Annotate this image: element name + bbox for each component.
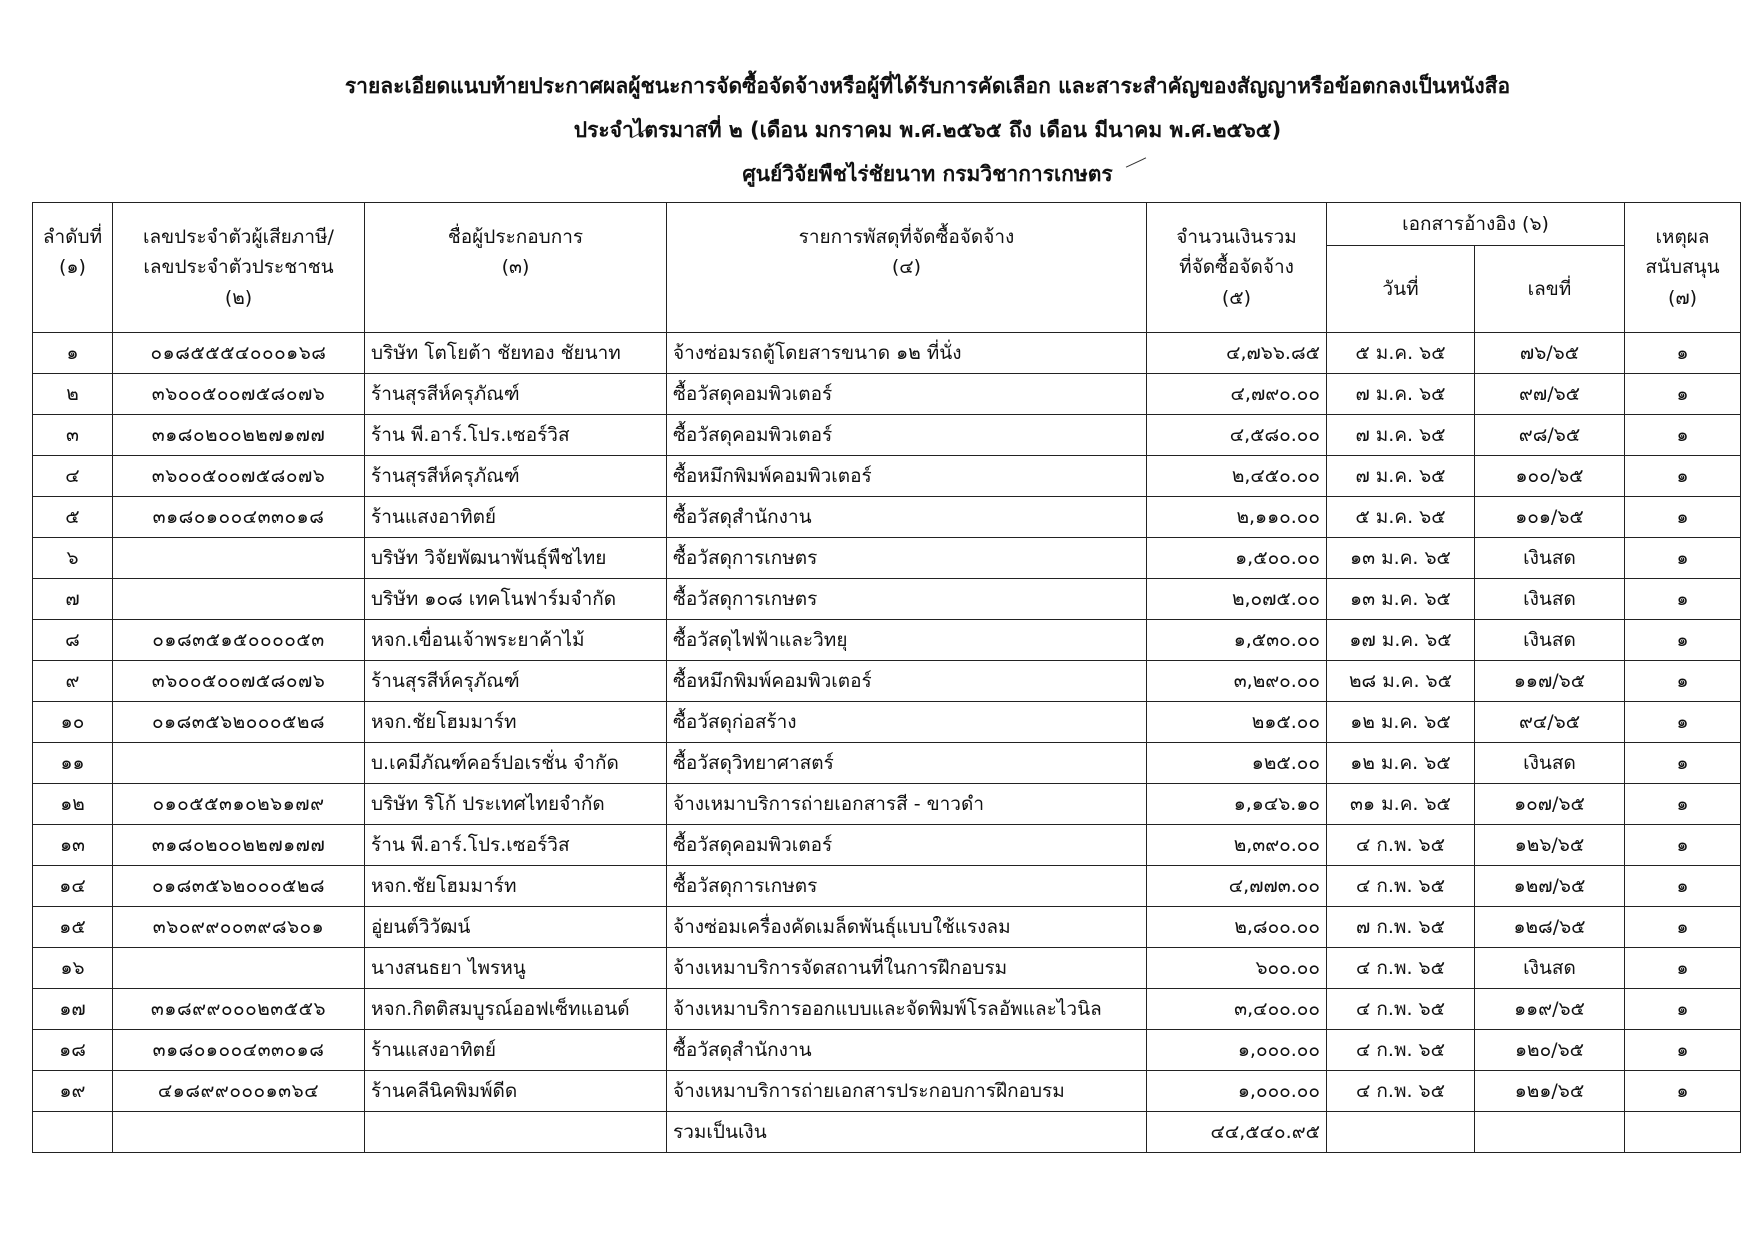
table-row — [33, 948, 1741, 989]
cell-taxid: ๐๑๐๕๕๓๑๐๒๖๑๗๙ — [113, 784, 365, 825]
cell-ref-date: ๑๓ ม.ค. ๖๕ — [1327, 538, 1475, 579]
cell-item: ซื้อวัสดุไฟฟ้าและวิทยุ — [667, 620, 1147, 661]
cell-item: ซื้อวัสดุสำนักงาน — [667, 497, 1147, 538]
col-amount — [1147, 203, 1327, 333]
cell-seq: ๓ — [33, 415, 113, 456]
cell-item: ซื้อวัสดุคอมพิวเตอร์ — [667, 825, 1147, 866]
total-empty — [33, 1112, 113, 1153]
cell-amount: ๒,๑๑๐.๐๐ — [1147, 497, 1327, 538]
cell-amount: ๑,๕๐๐.๐๐ — [1147, 538, 1327, 579]
cell-vendor: หจก.เขื่อนเจ้าพระยาค้าไม้ — [365, 620, 667, 661]
col-vendor-number: (๓) — [501, 256, 530, 279]
cell-reason: ๑ — [1625, 1071, 1741, 1112]
total-empty — [1475, 1112, 1625, 1153]
cell-reason: ๑ — [1625, 538, 1741, 579]
col-vendor-label: ชื่อผู้ประกอบการ — [447, 225, 584, 248]
document-period: ประจำไตรมาสที่ ๒ (เดือน มกราคม พ.ศ.๒๕๖๕ ถึง เดือน มีนาคม พ.ศ.๒๕๖๕) — [573, 118, 1282, 142]
cell-reason: ๑ — [1625, 825, 1741, 866]
cell-reason: ๑ — [1625, 743, 1741, 784]
col-amount-number: (๕) — [1221, 286, 1252, 309]
cell-seq: ๔ — [33, 456, 113, 497]
col-seq-number: (๑) — [59, 256, 86, 279]
cell-ref-no: เงินสด — [1475, 743, 1625, 784]
cell-vendor: หจก.กิตติสมบูรณ์ออฟเซ็ทแอนด์ — [365, 989, 667, 1030]
cell-item: จ้างเหมาบริการถ่ายเอกสารสี - ขาวดำ — [667, 784, 1147, 825]
cell-taxid — [113, 948, 365, 989]
cell-amount: ๔,๗๖๖.๘๕ — [1147, 333, 1327, 374]
cell-ref-no: เงินสด — [1475, 620, 1625, 661]
cell-reason: ๑ — [1625, 497, 1741, 538]
cell-amount: ๑,๑๔๖.๑๐ — [1147, 784, 1327, 825]
cell-seq: ๑ — [33, 333, 113, 374]
total-empty — [1625, 1112, 1741, 1153]
cell-amount: ๓,๔๐๐.๐๐ — [1147, 989, 1327, 1030]
col-item-number: (๔) — [891, 256, 922, 279]
cell-seq: ๑๗ — [33, 989, 113, 1030]
table-row — [33, 989, 1741, 1030]
cell-ref-no: เงินสด — [1475, 538, 1625, 579]
total-row — [33, 1112, 1741, 1153]
total-empty — [1327, 1112, 1475, 1153]
cell-reason: ๑ — [1625, 989, 1741, 1030]
cell-ref-no: ๑๒๘/๖๕ — [1475, 907, 1625, 948]
cell-amount: ๓,๒๙๐.๐๐ — [1147, 661, 1327, 702]
col-reason — [1625, 203, 1741, 333]
document-title: รายละเอียดแนบท้ายประกาศผลผู้ชนะการจัดซื้อจัดจ้างหรือผู้ที่ได้รับการคัดเลือก และสาระสำคัญของสัญญาหรือข้อตกลงเป็นหนังสือ — [344, 74, 1511, 98]
cell-taxid: ๓๖๐๐๕๐๐๗๕๘๐๗๖ — [113, 374, 365, 415]
cell-amount: ๒๑๕.๐๐ — [1147, 702, 1327, 743]
cell-seq: ๑๘ — [33, 1030, 113, 1071]
cell-reason: ๑ — [1625, 1030, 1741, 1071]
cell-reason: ๑ — [1625, 784, 1741, 825]
document-organization: ศูนย์วิจัยพืชไร่ชัยนาท กรมวิชาการเกษตร — [742, 162, 1113, 186]
cell-reason: ๑ — [1625, 620, 1741, 661]
total-amount: ๔๔,๕๔๐.๙๕ — [1147, 1112, 1327, 1153]
cell-item: จ้างซ่อมเครื่องคัดเมล็ดพันธุ์แบบใช้แรงลม — [667, 907, 1147, 948]
table-row — [33, 579, 1741, 620]
table-header-row — [33, 203, 1741, 246]
table-row — [33, 456, 1741, 497]
cell-vendor: บริษัท ริโก้ ประเทศไทยจำกัด — [365, 784, 667, 825]
cell-vendor: ร้านสุรสีห์ครุภัณฑ์ — [365, 456, 667, 497]
cell-item: ซื้อวัสดุวิทยาศาสตร์ — [667, 743, 1147, 784]
cell-amount: ๑,๕๓๐.๐๐ — [1147, 620, 1327, 661]
cell-ref-date: ๔ ก.พ. ๖๕ — [1327, 825, 1475, 866]
cell-ref-date: ๗ ม.ค. ๖๕ — [1327, 456, 1475, 497]
table-row — [33, 661, 1741, 702]
cell-amount: ๖๐๐.๐๐ — [1147, 948, 1327, 989]
cell-reason: ๑ — [1625, 948, 1741, 989]
procurement-table — [32, 202, 1741, 1153]
cell-ref-no: ๗๖/๖๕ — [1475, 333, 1625, 374]
cell-reason: ๑ — [1625, 456, 1741, 497]
cell-taxid: ๐๑๘๕๕๕๔๐๐๐๑๖๘ — [113, 333, 365, 374]
cell-vendor: บริษัท ๑๐๘ เทคโนฟาร์มจำกัด — [365, 579, 667, 620]
col-taxid-number: (๒) — [224, 286, 253, 309]
cell-ref-date: ๑๗ ม.ค. ๖๕ — [1327, 620, 1475, 661]
col-item — [667, 203, 1147, 333]
cell-reason: ๑ — [1625, 866, 1741, 907]
cell-ref-date: ๑๒ ม.ค. ๖๕ — [1327, 743, 1475, 784]
cell-taxid: ๓๖๐๐๕๐๐๗๕๘๐๗๖ — [113, 456, 365, 497]
cell-ref-date: ๕ ม.ค. ๖๕ — [1327, 333, 1475, 374]
cell-vendor: หจก.ชัยโฮมมาร์ท — [365, 702, 667, 743]
cell-taxid: ๓๑๘๙๙๐๐๐๒๓๕๕๖ — [113, 989, 365, 1030]
table-row — [33, 374, 1741, 415]
cell-ref-no: ๑๐๐/๖๕ — [1475, 456, 1625, 497]
col-reference: เอกสารอ้างอิง (๖) — [1327, 203, 1625, 246]
cell-ref-no: ๑๑๗/๖๕ — [1475, 661, 1625, 702]
cell-ref-date: ๓๑ ม.ค. ๖๕ — [1327, 784, 1475, 825]
cell-ref-no: ๙๔/๖๕ — [1475, 702, 1625, 743]
col-reason-number: (๗) — [1667, 286, 1698, 309]
col-amount-label-2: ที่จัดซื้อจัดจ้าง — [1179, 256, 1294, 279]
table-body — [33, 333, 1741, 1112]
cell-seq: ๑๔ — [33, 866, 113, 907]
table-row — [33, 538, 1741, 579]
cell-taxid: ๔๑๘๙๙๐๐๐๑๓๖๔ — [113, 1071, 365, 1112]
col-vendor — [365, 203, 667, 333]
cell-ref-date: ๒๘ ม.ค. ๖๕ — [1327, 661, 1475, 702]
cell-ref-date: ๑๒ ม.ค. ๖๕ — [1327, 702, 1475, 743]
col-seq-label: ลำดับที่ — [42, 225, 103, 248]
cell-vendor: อู่ยนต์วิวัฒน์ — [365, 907, 667, 948]
cell-vendor: ร้านสุรสีห์ครุภัณฑ์ — [365, 374, 667, 415]
cell-item: ซื้อวัสดุการเกษตร — [667, 866, 1147, 907]
cell-reason: ๑ — [1625, 702, 1741, 743]
cell-seq: ๗ — [33, 579, 113, 620]
cell-taxid: ๓๑๘๐๒๐๐๒๒๗๑๗๗ — [113, 415, 365, 456]
table-row — [33, 497, 1741, 538]
cell-seq: ๑๓ — [33, 825, 113, 866]
table-row — [33, 415, 1741, 456]
cell-ref-date: ๔ ก.พ. ๖๕ — [1327, 989, 1475, 1030]
cell-seq: ๒ — [33, 374, 113, 415]
cell-reason: ๑ — [1625, 333, 1741, 374]
cell-reason: ๑ — [1625, 415, 1741, 456]
cell-taxid — [113, 743, 365, 784]
cell-item: จ้างเหมาบริการถ่ายเอกสารประกอบการฝึกอบรม — [667, 1071, 1147, 1112]
cell-taxid: ๓๑๘๐๑๐๐๔๓๓๐๑๘ — [113, 1030, 365, 1071]
cell-amount: ๒,๐๗๕.๐๐ — [1147, 579, 1327, 620]
cell-vendor: ร้านสุรสีห์ครุภัณฑ์ — [365, 661, 667, 702]
table-row — [33, 743, 1741, 784]
col-ref-date: วันที่ — [1327, 246, 1475, 333]
cell-amount: ๑๒๕.๐๐ — [1147, 743, 1327, 784]
cell-ref-date: ๗ ม.ค. ๖๕ — [1327, 374, 1475, 415]
cell-ref-no: ๑๒๖/๖๕ — [1475, 825, 1625, 866]
cell-seq: ๖ — [33, 538, 113, 579]
cell-vendor: ร้าน พี.อาร์.โปร.เซอร์วิส — [365, 825, 667, 866]
cell-item: ซื้อวัสดุการเกษตร — [667, 538, 1147, 579]
cell-taxid: ๐๑๘๓๕๑๕๐๐๐๐๕๓ — [113, 620, 365, 661]
cell-reason: ๑ — [1625, 374, 1741, 415]
col-taxid-label-1: เลขประจำตัวผู้เสียภาษี/ — [143, 225, 334, 248]
cell-taxid — [113, 538, 365, 579]
table-row — [33, 1030, 1741, 1071]
cell-ref-date: ๗ ม.ค. ๖๕ — [1327, 415, 1475, 456]
col-item-label: รายการพัสดุที่จัดซื้อจัดจ้าง — [798, 225, 1015, 248]
cell-reason: ๑ — [1625, 579, 1741, 620]
cell-vendor: ร้านคลีนิคพิมพ์ดีด — [365, 1071, 667, 1112]
total-label: รวมเป็นเงิน — [667, 1112, 1147, 1153]
cell-seq: ๑๕ — [33, 907, 113, 948]
cell-taxid: ๐๑๘๓๕๖๒๐๐๐๕๒๘ — [113, 866, 365, 907]
cell-vendor: บ.เคมีภัณฑ์คอร์ปอเรชั่น จำกัด — [365, 743, 667, 784]
cell-vendor: นางสนธยา ไพรหนู — [365, 948, 667, 989]
cell-taxid: ๓๑๘๐๒๐๐๒๒๗๑๗๗ — [113, 825, 365, 866]
cell-amount: ๑,๐๐๐.๐๐ — [1147, 1030, 1327, 1071]
cell-item: ซื้อหมึกพิมพ์คอมพิวเตอร์ — [667, 661, 1147, 702]
cell-item: ซื้อวัสดุก่อสร้าง — [667, 702, 1147, 743]
total-empty — [365, 1112, 667, 1153]
cell-amount: ๑,๐๐๐.๐๐ — [1147, 1071, 1327, 1112]
col-ref-no: เลขที่ — [1475, 246, 1625, 333]
cell-item: จ้างซ่อมรถตู้โดยสารขนาด ๑๒ ที่นั่ง — [667, 333, 1147, 374]
cell-ref-no: ๙๘/๖๕ — [1475, 415, 1625, 456]
cell-taxid: ๓๑๘๐๑๐๐๔๓๓๐๑๘ — [113, 497, 365, 538]
cell-item: ซื้อหมึกพิมพ์คอมพิวเตอร์ — [667, 456, 1147, 497]
cell-item: ซื้อวัสดุสำนักงาน — [667, 1030, 1147, 1071]
cell-ref-no: ๑๑๙/๖๕ — [1475, 989, 1625, 1030]
cell-ref-no: ๑๒๗/๖๕ — [1475, 866, 1625, 907]
cell-vendor: ร้าน พี.อาร์.โปร.เซอร์วิส — [365, 415, 667, 456]
cell-item: ซื้อวัสดุคอมพิวเตอร์ — [667, 415, 1147, 456]
table-row — [33, 333, 1741, 374]
table-row — [33, 784, 1741, 825]
cell-ref-date: ๔ ก.พ. ๖๕ — [1327, 1030, 1475, 1071]
cell-ref-date: ๔ ก.พ. ๖๕ — [1327, 1071, 1475, 1112]
cell-ref-no: ๙๗/๖๕ — [1475, 374, 1625, 415]
cell-item: จ้างเหมาบริการจัดสถานที่ในการฝึกอบรม — [667, 948, 1147, 989]
cell-ref-date: ๕ ม.ค. ๖๕ — [1327, 497, 1475, 538]
cell-vendor: ร้านแสงอาทิตย์ — [365, 497, 667, 538]
cell-seq: ๑๒ — [33, 784, 113, 825]
cell-seq: ๑๖ — [33, 948, 113, 989]
total-empty — [113, 1112, 365, 1153]
cell-seq: ๕ — [33, 497, 113, 538]
table-row — [33, 1071, 1741, 1112]
cell-amount: ๒,๓๙๐.๐๐ — [1147, 825, 1327, 866]
cell-item: จ้างเหมาบริการออกแบบและจัดพิมพ์โรลอัพและไวนิล — [667, 989, 1147, 1030]
cell-item: ซื้อวัสดุคอมพิวเตอร์ — [667, 374, 1147, 415]
cell-vendor: บริษัท โตโยต้า ชัยทอง ชัยนาท — [365, 333, 667, 374]
cell-ref-no: เงินสด — [1475, 579, 1625, 620]
cell-amount: ๔,๕๘๐.๐๐ — [1147, 415, 1327, 456]
cell-vendor: บริษัท วิจัยพัฒนาพันธุ์พืชไทย — [365, 538, 667, 579]
col-taxid-label-2: เลขประจำตัวประชาชน — [143, 256, 334, 279]
cell-ref-no: เงินสด — [1475, 948, 1625, 989]
table-row — [33, 620, 1741, 661]
cell-ref-date: ๔ ก.พ. ๖๕ — [1327, 948, 1475, 989]
cell-taxid: ๐๑๘๓๕๖๒๐๐๐๕๒๘ — [113, 702, 365, 743]
col-seq — [33, 203, 113, 333]
col-reason-label-1: เหตุผล — [1655, 225, 1710, 248]
cell-seq: ๑๐ — [33, 702, 113, 743]
cell-seq: ๑๙ — [33, 1071, 113, 1112]
cell-reason: ๑ — [1625, 907, 1741, 948]
cell-ref-date: ๑๓ ม.ค. ๖๕ — [1327, 579, 1475, 620]
cell-ref-no: ๑๒๐/๖๕ — [1475, 1030, 1625, 1071]
cell-amount: ๔,๗๙๐.๐๐ — [1147, 374, 1327, 415]
col-reason-label-2: สนับสนุน — [1645, 256, 1720, 279]
cell-seq: ๑๑ — [33, 743, 113, 784]
cell-seq: ๙ — [33, 661, 113, 702]
table-row — [33, 825, 1741, 866]
cell-reason: ๑ — [1625, 661, 1741, 702]
cell-ref-no: ๑๐๑/๖๕ — [1475, 497, 1625, 538]
table-row — [33, 907, 1741, 948]
cell-amount: ๔,๗๗๓.๐๐ — [1147, 866, 1327, 907]
col-taxid — [113, 203, 365, 333]
cell-taxid — [113, 579, 365, 620]
cell-vendor: หจก.ชัยโฮมมาร์ท — [365, 866, 667, 907]
cell-amount: ๒,๔๕๐.๐๐ — [1147, 456, 1327, 497]
col-amount-label-1: จำนวนเงินรวม — [1176, 225, 1297, 248]
cell-amount: ๒,๘๐๐.๐๐ — [1147, 907, 1327, 948]
cell-taxid: ๓๖๐๐๕๐๐๗๕๘๐๗๖ — [113, 661, 365, 702]
table-row — [33, 866, 1741, 907]
cell-vendor: ร้านแสงอาทิตย์ — [365, 1030, 667, 1071]
table-row — [33, 702, 1741, 743]
cell-ref-date: ๗ ก.พ. ๖๕ — [1327, 907, 1475, 948]
cell-seq: ๘ — [33, 620, 113, 661]
cell-ref-no: ๑๒๑/๖๕ — [1475, 1071, 1625, 1112]
cell-taxid: ๓๖๐๙๙๐๐๓๙๘๖๐๑ — [113, 907, 365, 948]
cell-item: ซื้อวัสดุการเกษตร — [667, 579, 1147, 620]
cell-ref-no: ๑๐๗/๖๕ — [1475, 784, 1625, 825]
cell-ref-date: ๔ ก.พ. ๖๕ — [1327, 866, 1475, 907]
